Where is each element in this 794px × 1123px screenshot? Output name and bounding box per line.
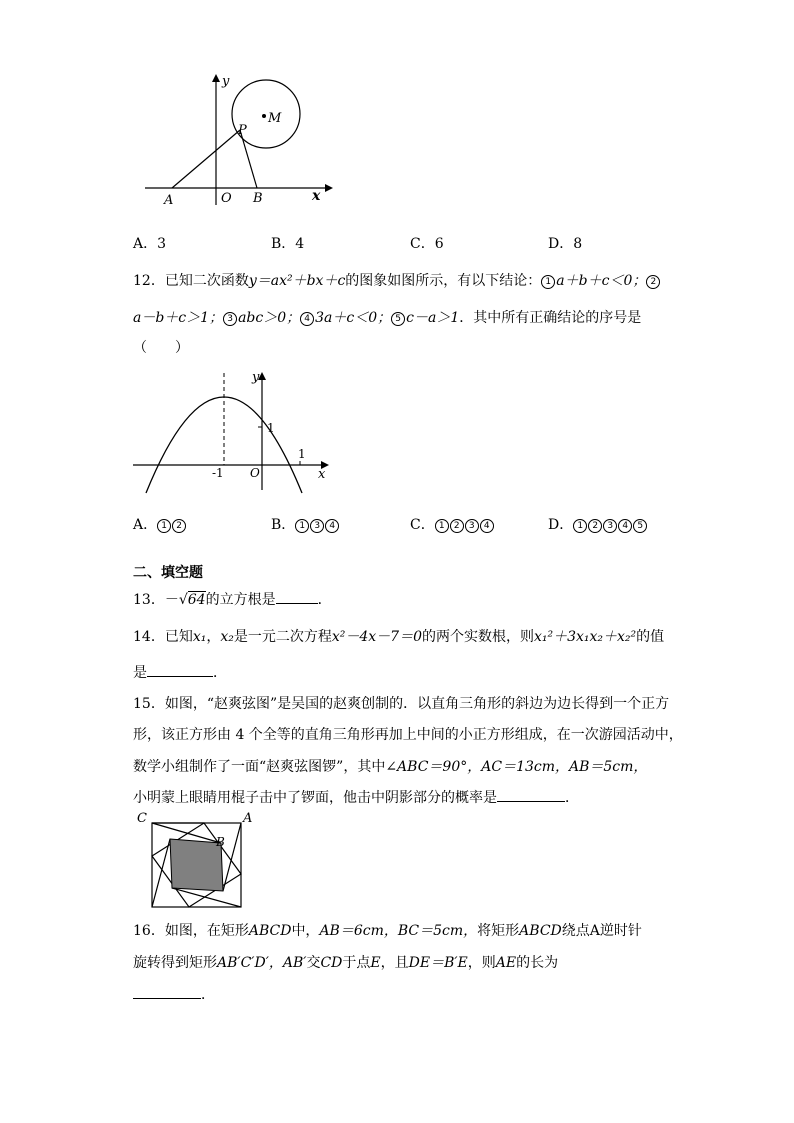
label-1y: 1 xyxy=(267,421,275,435)
q12-choice-c: C． 1 2 3 4 xyxy=(410,514,495,534)
segment-ap xyxy=(172,130,240,188)
label-y: y xyxy=(252,370,260,385)
label-p: P xyxy=(238,123,247,138)
q13: 13．－√64的立方根是 ． xyxy=(133,592,332,608)
q11-figure xyxy=(140,70,340,210)
label-x: x xyxy=(312,188,321,204)
q11-choice-a: A．3 xyxy=(133,236,167,252)
q15-line3: 数学小组制作了一面“赵爽弦图锣”，其中∠ABC＝90°，AC＝13cm，AB＝5cm， xyxy=(133,759,648,775)
label-neg1: -1 xyxy=(212,466,224,480)
q11-choice-c: C．6 xyxy=(410,236,444,252)
q12-line2: a－b＋c＞1； 3 abc＞0； 4 3a＋c＜0； 5 c－a＞1．其中所有正确结论的序号是 xyxy=(133,310,642,326)
q16-line1: 16．如图，在矩形ABCD中，AB＝6cm，BC＝5cm，将矩形ABCD绕点A逆时针 xyxy=(133,923,642,939)
q12-line1: 12．已知二次函数y＝ax²＋bx＋c的图象如图所示，有以下结论： 1 a＋b＋c＜0； 2 xyxy=(133,270,661,290)
q12-figure xyxy=(128,365,338,497)
label-m: M xyxy=(268,111,282,126)
q12-choice-a: A． 1 2 xyxy=(133,514,187,534)
q11-choice-b: B．4 xyxy=(271,236,305,252)
q14-line1: 14．已知x₁，x₂是一元二次方程x²－4x－7＝0的两个实数根，则x₁²＋3x₁x₂＋x₂²的值 xyxy=(133,629,665,645)
section-title: 二、填空题 xyxy=(133,565,203,581)
label-b: B xyxy=(216,835,225,849)
leg-2 xyxy=(223,823,241,891)
label-x: x xyxy=(318,467,326,482)
q14-line2: 是 ． xyxy=(133,665,227,681)
x-axis-arrow xyxy=(325,184,333,192)
q12-paren: （ ） xyxy=(133,340,189,356)
label-b: B xyxy=(253,191,263,206)
label-c: C xyxy=(137,811,147,826)
q14-answer-blank[interactable] xyxy=(147,664,213,677)
q15-line2: 形，该正方形由 4 个全等的直角三角形再加上中间的小正方形组成，在一次游园活动中， xyxy=(133,727,683,743)
q15-figure xyxy=(133,808,258,908)
label-o: O xyxy=(221,191,232,206)
q12-choice-b: B． 1 3 4 xyxy=(271,514,340,534)
y-axis-arrow xyxy=(212,74,220,82)
q16-line3: ． xyxy=(133,984,215,1004)
label-y: y xyxy=(222,74,230,89)
q11-choice-d: D．8 xyxy=(548,236,583,252)
leg-4 xyxy=(152,839,170,907)
q12-choice-d: D． 1 2 3 4 5 xyxy=(548,514,648,534)
q13-answer-blank[interactable] xyxy=(276,591,318,604)
label-o: O xyxy=(250,466,260,480)
q16-line2: 旋转得到矩形AB′C′D′，AB′交CD于点E，且DE＝B′E，则AE的长为 xyxy=(133,955,559,971)
label-a: A xyxy=(164,193,174,208)
segment-pb xyxy=(240,130,257,188)
q15-line4: 小明蒙上眼睛用棍子击中了锣面，他击中阴影部分的概率是 ． xyxy=(133,790,579,806)
q15-line1: 15．如图，“赵爽弦图”是吴国的赵爽创制的．以直角三角形的斜边为边长得到一个正方 xyxy=(133,696,670,712)
center-m xyxy=(262,114,266,118)
q16-answer-blank[interactable] xyxy=(133,986,201,999)
label-1x: 1 xyxy=(298,447,306,461)
q15-answer-blank[interactable] xyxy=(497,789,565,802)
label-a: A xyxy=(243,811,253,826)
